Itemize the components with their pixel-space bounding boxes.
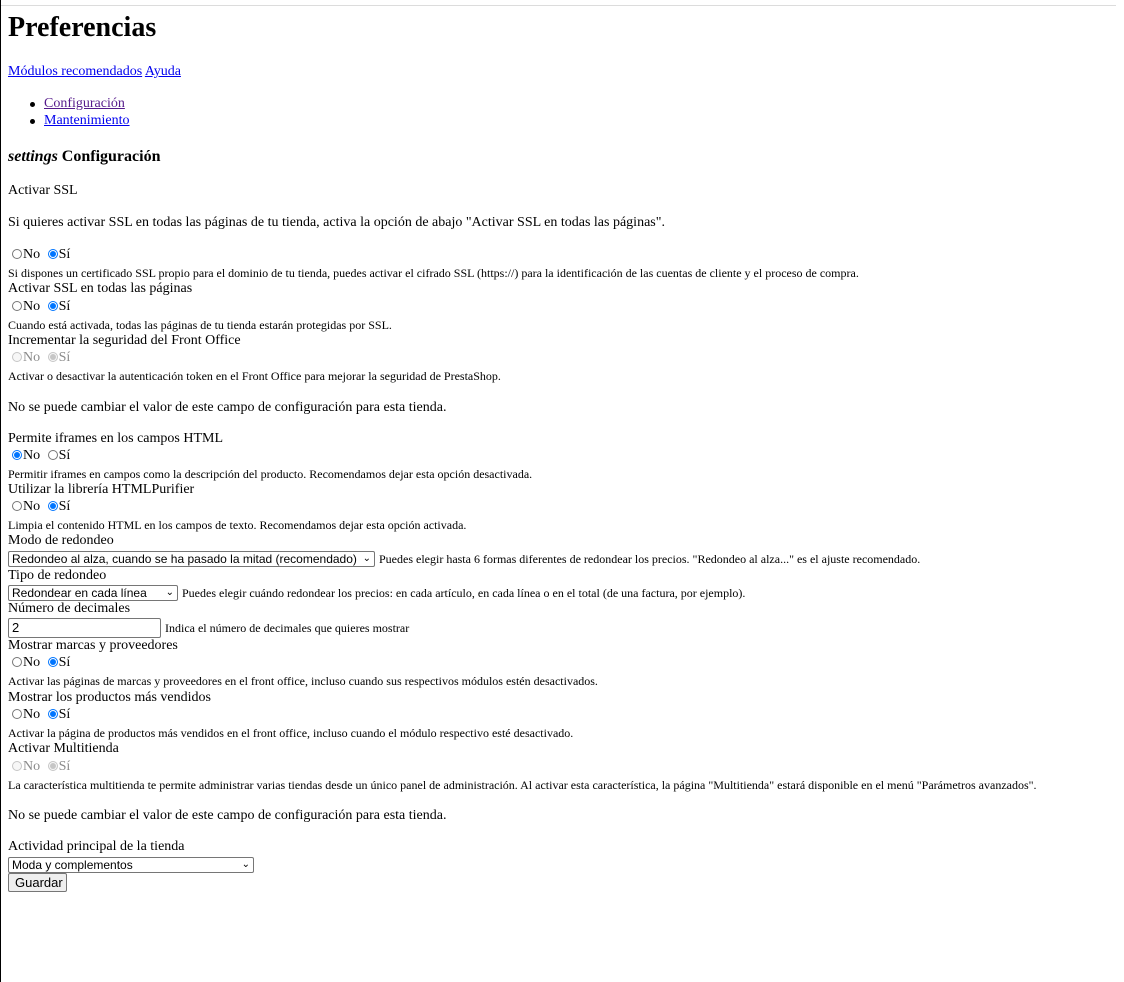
decimals-help: Indica el número de decimales que quieres mostrar [165, 621, 410, 635]
bullet-icon [30, 119, 35, 124]
multistore-radio-no [12, 761, 22, 771]
front-security-help: Activar o desactivar la autenticación token en el Front Office para mejorar la seguridad de PrestaShop. [8, 369, 501, 383]
front-security-radio-yes [48, 352, 58, 362]
settings-icon: settings [8, 148, 58, 165]
ssl-intro: Si quieres activar SSL en todas las páginas de tu tienda, activa la opción de abajo "Activar SSL en todas las páginas". [8, 215, 665, 230]
front-security-notice: No se puede cambiar el valor de este campo de configuración para esta tienda. [8, 400, 447, 415]
brands-label: Mostrar marcas y proveedores [8, 638, 178, 653]
best-sellers-radio-no[interactable] [12, 709, 22, 719]
radio-label-yes: Sí [58, 707, 71, 722]
save-button[interactable]: Guardar [8, 873, 67, 892]
radio-label-yes: Sí [58, 299, 71, 314]
round-type-select[interactable] [8, 585, 178, 601]
chevron-down-icon: ⌄ [241, 859, 250, 870]
panel-heading [8, 148, 160, 166]
purifier-radio-yes[interactable] [48, 501, 58, 511]
left-border [0, 0, 1, 982]
front-security-label: Incrementar la seguridad del Front Office [8, 333, 241, 348]
radio-label-no: No [23, 350, 41, 365]
help-link[interactable]: Ayuda [144, 64, 181, 79]
decimals-input[interactable]: 2 [8, 618, 161, 638]
radio-label-no: No [23, 707, 41, 722]
radio-label-yes: Sí [58, 448, 71, 463]
tab-mantenimiento[interactable]: Mantenimiento [44, 113, 130, 128]
brands-help: Activar las páginas de marcas y proveedores en el front office, incluso cuando sus respectivos módulos estén desactivados. [8, 674, 598, 688]
ssl-all-help: Cuando está activada, todas las páginas de tu tienda estarán protegidas por SSL. [8, 318, 392, 332]
multistore-radio-group [8, 759, 70, 775]
radio-label-yes: Sí [58, 350, 71, 365]
round-type-help: Puedes elegir cuándo redondear los precios: en cada artículo, en cada línea o en el total (de una factura, por ejemplo). [182, 586, 746, 600]
tab-configuracion[interactable]: Configuración [44, 96, 125, 111]
decimals-label: Número de decimales [8, 601, 131, 616]
ssl-all-label: Activar SSL en todas las páginas [8, 281, 193, 296]
iframes-radio-group [8, 448, 70, 464]
ssl-radio-group [8, 247, 70, 263]
radio-label-no: No [23, 499, 41, 514]
chevron-down-icon: ⌄ [165, 587, 174, 598]
multistore-label: Activar Multitienda [8, 741, 119, 756]
purifier-help: Limpia el contenido HTML en los campos de texto. Recomendamos dejar esta opción activada. [8, 518, 467, 532]
iframes-help: Permitir iframes en campos como la descripción del producto. Recomendamos dejar esta opción desactivada. [8, 467, 533, 481]
radio-label-no: No [23, 448, 41, 463]
brands-radio-no[interactable] [12, 657, 22, 667]
chevron-down-icon: ⌄ [362, 553, 371, 564]
brands-radio-yes[interactable] [48, 657, 58, 667]
radio-label-yes: Sí [58, 759, 71, 774]
iframes-label: Permite iframes en los campos HTML [8, 431, 224, 446]
recommended-modules-link[interactable]: Módulos recomendados [8, 64, 143, 79]
best-sellers-radio-group [8, 707, 70, 723]
best-sellers-help: Activar la página de productos más vendidos en el front office, incluso cuando el módulo respectivo esté desactivado. [8, 726, 574, 740]
ssl-all-radio-group [8, 299, 70, 315]
bullet-icon [30, 102, 35, 107]
ssl-label: Activar SSL [8, 183, 78, 198]
round-mode-selected: Redondeo al alza, cuando se ha pasado la mitad (recomendado) [12, 552, 357, 566]
ssl-all-radio-yes[interactable] [48, 301, 58, 311]
activity-selected: Moda y complementos [12, 858, 133, 872]
brands-radio-group [8, 655, 70, 671]
purifier-radio-group [8, 499, 70, 515]
iframes-radio-no[interactable] [12, 450, 22, 460]
best-sellers-label: Mostrar los productos más vendidos [8, 690, 211, 705]
front-security-radio-group [8, 350, 70, 366]
activity-select[interactable] [8, 857, 254, 873]
radio-label-no: No [23, 299, 41, 314]
multistore-radio-yes [48, 761, 58, 771]
multistore-help: La característica multitienda te permite administrar varias tiendas desde un único panel de administración. Al activar esta característica, la página "Multitienda" estará disponible en el menú "Parámetros avanzados". [8, 778, 1037, 792]
top-divider [0, 5, 1116, 6]
round-type-selected: Redondear en cada línea [12, 586, 147, 600]
ssl-help: Si dispones un certificado SSL propio para el dominio de tu tienda, puedes activar el cifrado SSL (https://) para la identificación de las cuentas de cliente y el proceso de compra. [8, 266, 859, 280]
ssl-radio-no[interactable] [12, 249, 22, 259]
round-mode-label: Modo de redondeo [8, 533, 114, 548]
purifier-radio-no[interactable] [12, 501, 22, 511]
radio-label-yes: Sí [58, 655, 71, 670]
round-type-label: Tipo de redondeo [8, 568, 107, 583]
panel-title: Configuración [61, 148, 161, 165]
round-mode-select[interactable] [8, 551, 375, 567]
ssl-radio-yes[interactable] [48, 249, 58, 259]
iframes-radio-yes[interactable] [48, 450, 58, 460]
radio-label-no: No [23, 247, 41, 262]
best-sellers-radio-yes[interactable] [48, 709, 58, 719]
page-title: Preferencias [8, 12, 157, 43]
radio-label-no: No [23, 759, 41, 774]
radio-label-no: No [23, 655, 41, 670]
activity-label: Actividad principal de la tienda [8, 839, 185, 854]
round-mode-help: Puedes elegir hasta 6 formas diferentes de redondear los precios. "Redondeo al alza..." es el ajuste recomendado. [379, 552, 921, 566]
radio-label-yes: Sí [58, 247, 71, 262]
toolbar [8, 64, 181, 80]
ssl-all-radio-no[interactable] [12, 301, 22, 311]
radio-label-yes: Sí [58, 499, 71, 514]
purifier-label: Utilizar la librería HTMLPurifier [8, 482, 195, 497]
front-security-radio-no [12, 352, 22, 362]
multistore-notice: No se puede cambiar el valor de este campo de configuración para esta tienda. [8, 808, 447, 823]
